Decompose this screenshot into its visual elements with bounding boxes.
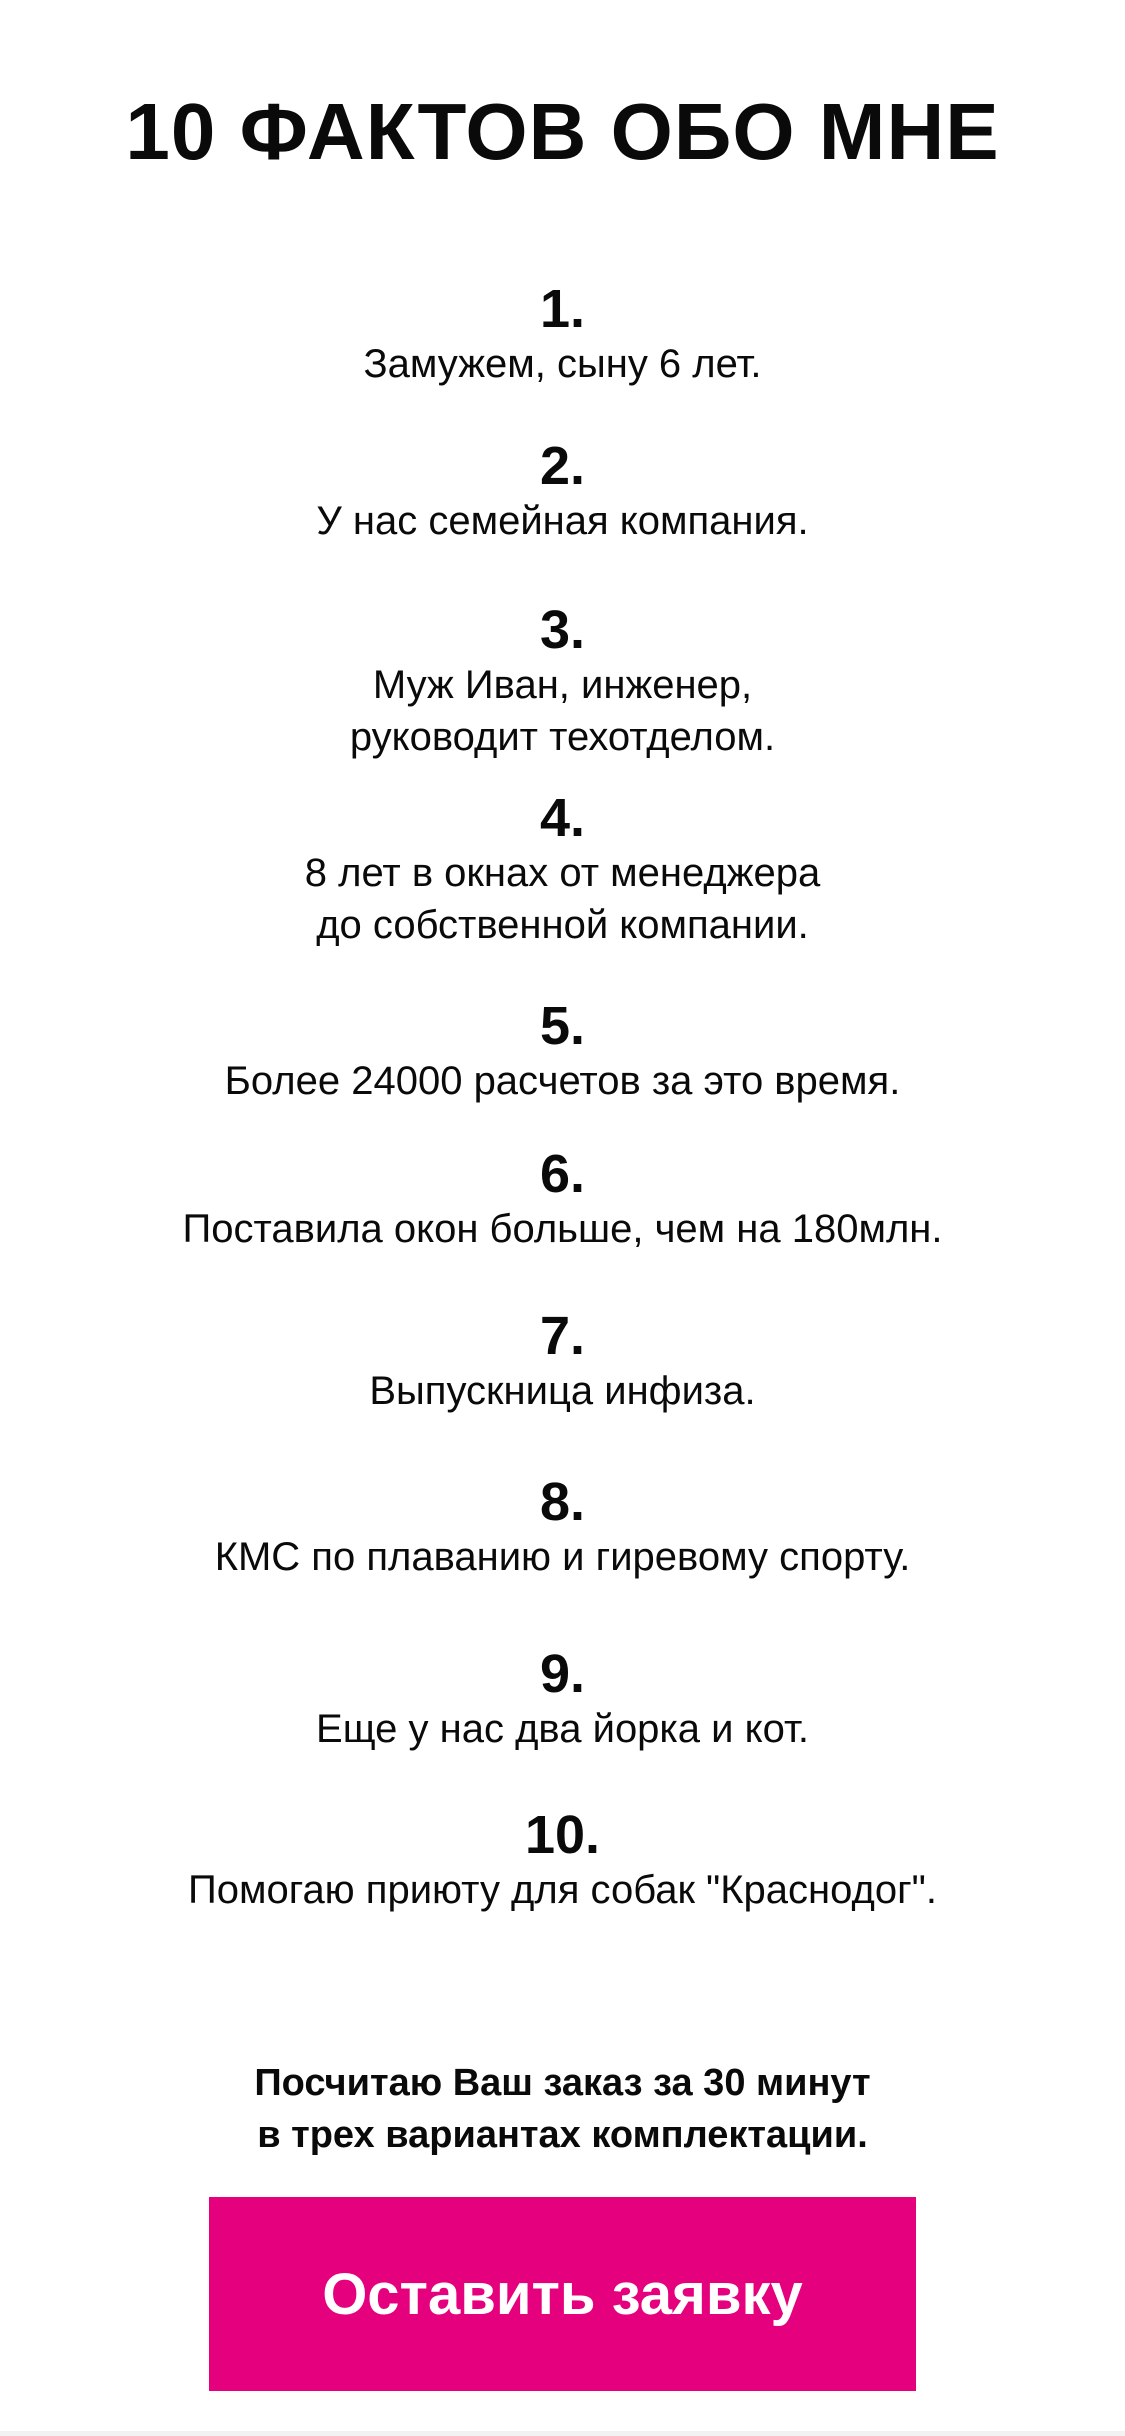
fact-item-7	[0, 1307, 1125, 1417]
fact-text: Выпускница инфиза.	[369, 1369, 756, 1413]
bottom-divider	[0, 2431, 1125, 2436]
fact-item-9	[0, 1645, 1125, 1755]
fact-item-10	[0, 1806, 1125, 1916]
page-title: 10 ФАКТОВ ОБО МНЕ	[125, 87, 1000, 176]
fact-item-6	[0, 1145, 1125, 1255]
fact-text: Муж Иван, инженер, руководит техотделом.	[349, 663, 776, 759]
fact-item-5	[0, 997, 1125, 1107]
fact-item-2	[0, 437, 1125, 547]
fact-number: 5.	[539, 996, 586, 1056]
fact-item-3	[0, 601, 1125, 763]
fact-number: 3.	[539, 600, 586, 660]
fact-item-8	[0, 1473, 1125, 1583]
fact-number: 6.	[539, 1144, 586, 1204]
fact-number: 1.	[539, 279, 586, 339]
fact-number: 10.	[524, 1805, 601, 1865]
fact-text: У нас семейная компания.	[316, 499, 809, 543]
fact-text: Более 24000 расчетов за это время.	[224, 1059, 901, 1103]
fact-number: 9.	[539, 1644, 586, 1704]
cta-text: Посчитаю Ваш заказ за 30 минут в трех вариантах комплектации.	[254, 2062, 871, 2156]
fact-text: 8 лет в окнах от менеджера до собственной компании.	[304, 851, 821, 947]
fact-item-4	[0, 789, 1125, 951]
fact-text: Замужем, сыну 6 лет.	[363, 342, 762, 386]
submit-request-button[interactable]: Оставить заявку	[209, 2197, 916, 2391]
fact-text: Поставила окон больше, чем на 180млн.	[182, 1207, 943, 1251]
fact-number: 7.	[539, 1306, 586, 1366]
fact-item-1	[0, 280, 1125, 390]
fact-number: 2.	[539, 436, 586, 496]
fact-text: КМС по плаванию и гиревому спорту.	[214, 1535, 911, 1579]
fact-text: Помогаю приюту для собак "Краснодог".	[187, 1868, 937, 1912]
fact-number: 4.	[539, 788, 586, 848]
fact-text: Еще у нас два йорка и кот.	[316, 1707, 809, 1751]
fact-number: 8.	[539, 1472, 586, 1532]
